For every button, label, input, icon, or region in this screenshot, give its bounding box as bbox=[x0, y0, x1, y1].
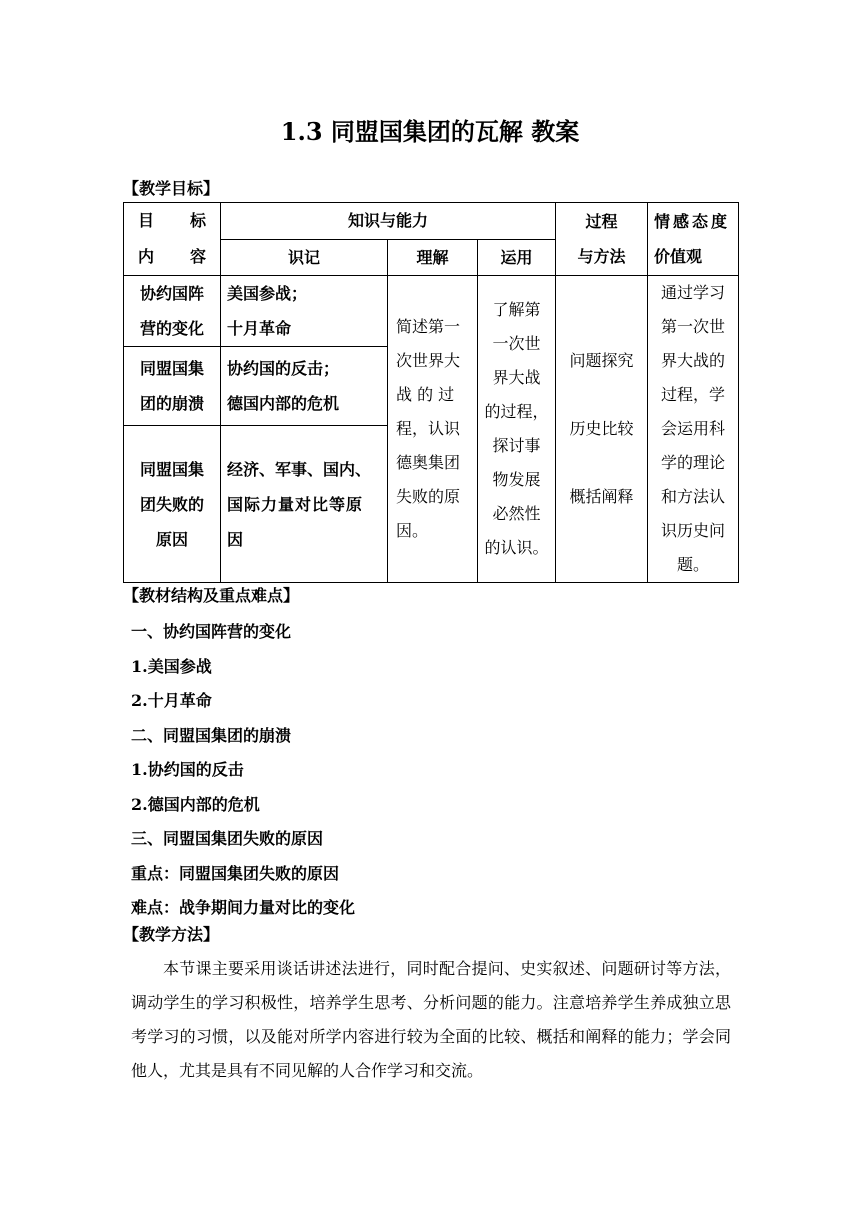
header-apply: 运用 bbox=[478, 239, 556, 276]
methods-paragraph: 本节课主要采用谈话讲述法进行，同时配合提问、史实叙述、问题研讨等方法，调动学生的学习积极性，培养学生思考、分析问题的能力。注意培养学生养成独立思考学习的习惯，以及能对所学内容进行较为全面的比较、概括和阐释的能力；学会同他人，尤其是具有不同见解的人合作学习和交流。 bbox=[131, 959, 731, 1080]
list-item: 2.德国内部的危机 bbox=[131, 794, 260, 814]
table-row bbox=[124, 276, 739, 347]
understand-cell: 简述第一 次世界大 战 的 过 程，认识 德奥集团 失败的原 因。 bbox=[388, 276, 478, 583]
row-recall: 协约国的反击； 德国内部的危机 bbox=[221, 347, 388, 426]
header-understand: 理解 bbox=[388, 239, 478, 276]
list-item: 难点：战争期间力量对比的变化 bbox=[131, 898, 356, 917]
header-knowledge: 知识与能力 bbox=[221, 203, 556, 240]
page-title: 1.3 同盟国集团的瓦解 教案 bbox=[280, 117, 580, 146]
list-item: 重点：同盟国集团失败的原因 bbox=[131, 863, 340, 883]
header-target: 目 标 内 容 bbox=[124, 203, 221, 276]
row-topic: 同盟国集 团失败的 原因 bbox=[124, 426, 221, 583]
section-methods: 【教学方法】 bbox=[123, 925, 220, 944]
list-item: 1.美国参战 bbox=[131, 656, 212, 676]
row-recall: 经济、军事、国内、 国际力量对比等原 因 bbox=[221, 426, 388, 583]
outline-list bbox=[131, 615, 355, 926]
row-topic: 协约国阵 营的变化 bbox=[124, 276, 221, 347]
list-item: 三、同盟国集团失败的原因 bbox=[131, 829, 324, 848]
list-item: 二、同盟国集团的崩溃 bbox=[131, 725, 292, 745]
section-structure: 【教材结构及重点难点】 bbox=[123, 586, 300, 605]
list-item: 一、协约国阵营的变化 bbox=[131, 622, 292, 641]
objectives-table bbox=[123, 202, 739, 583]
row-topic: 同盟国集 团的崩溃 bbox=[124, 347, 221, 426]
process-cell: 问题探究 历史比较 概括阐释 bbox=[556, 276, 648, 583]
apply-cell: 了解第 一次世 界大战 的过程， 探讨事 物发展 必然性 的认识。 bbox=[478, 276, 556, 583]
header-emotion: 情感态度 价值观 bbox=[648, 203, 739, 276]
header-process: 过程 与方法 bbox=[556, 203, 648, 276]
header-recall: 识记 bbox=[221, 239, 388, 276]
emotion-cell: 通过学习 第一次世 界大战的 过程，学 会运用科 学的理论 和方法认 识历史问 题。 bbox=[648, 276, 739, 583]
row-recall: 美国参战； 十月革命 bbox=[221, 276, 388, 347]
list-item: 1.协约国的反击 bbox=[131, 760, 244, 779]
list-item: 2.十月革命 bbox=[131, 691, 212, 710]
section-objectives: 【教学目标】 bbox=[123, 179, 220, 198]
table-header-row bbox=[124, 203, 739, 240]
